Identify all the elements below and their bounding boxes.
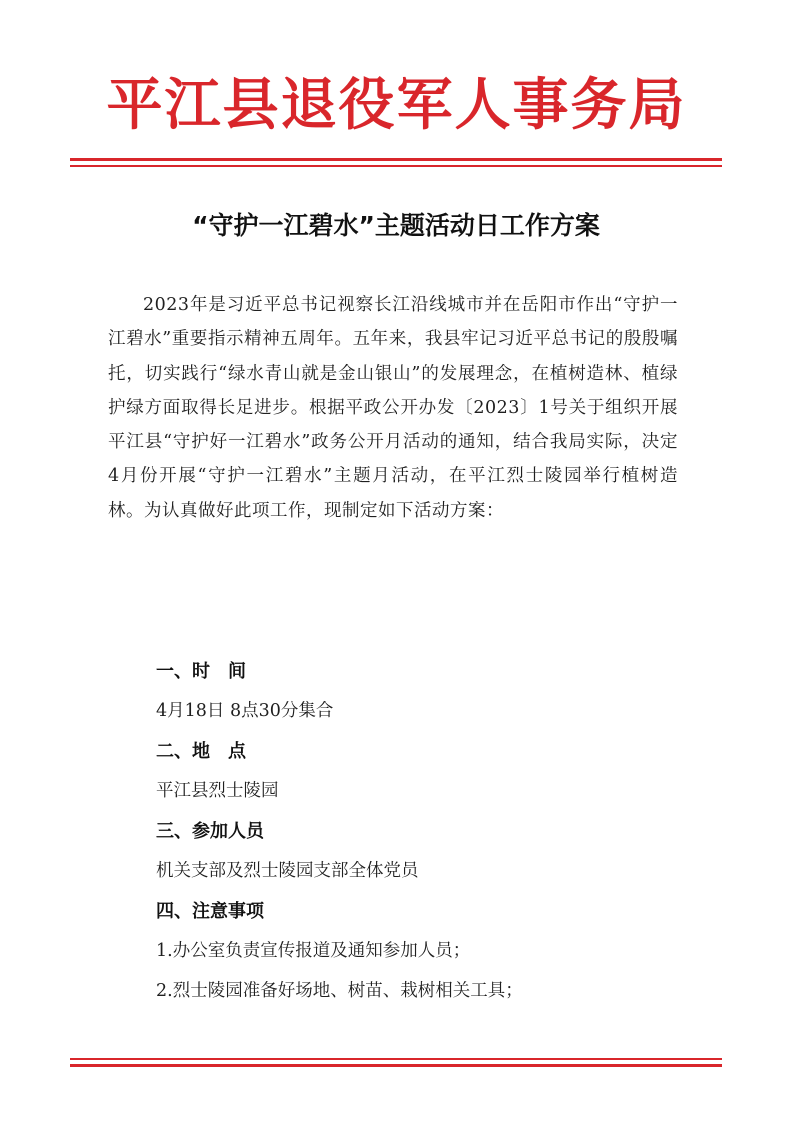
section-heading-notes: 四、注意事项 [156,901,264,922]
header-red-rule-thick [70,158,722,161]
header-red-rule-thin [70,165,722,167]
document-title: “守护一江碧水”主题活动日工作方案 [192,211,600,240]
note-item-2: 2.烈士陵园准备好场地、树苗、栽树相关工具； [156,981,523,1001]
note-item-1: 1.办公室负责宣传报道及通知参加人员； [156,941,471,961]
section-content-participants: 机关支部及烈士陵园支部全体党员 [156,861,419,881]
intro-paragraph-block [108,288,678,528]
intro-paragraph: 2023年是习近平总书记视察长江沿线城市并在岳阳市作出“守护一江碧水”重要指示精神五周年。五年来，我县牢记习近平总书记的殷殷嘱托，切实践行“绿水青山就是金山银山”的发展理念，在植树造林、植绿护绿方面取得长足进步。根据平政公开办发〔2023〕1号关于组织开展平江县“守护好一江碧水”政务公开月活动的通知，结合我局实际，决定4月份开展“守护一江碧水”主题月活动，在平江烈士陵园举行植树造林。为认真做好此项工作，现制定如下活动方案： [108,295,678,521]
section-heading-place: 二、地 点 [156,741,246,762]
footer-red-rule-thin [70,1058,722,1060]
section-heading-time: 一、时 间 [156,661,246,682]
footer-red-rule-thick [70,1064,722,1067]
section-heading-participants: 三、参加人员 [156,821,264,842]
section-content-time: 4月18日 8点30分集合 [156,701,334,721]
section-content-place: 平江县烈士陵园 [156,781,279,801]
letterhead-title: 平江县退役军人事务局 [106,72,687,138]
